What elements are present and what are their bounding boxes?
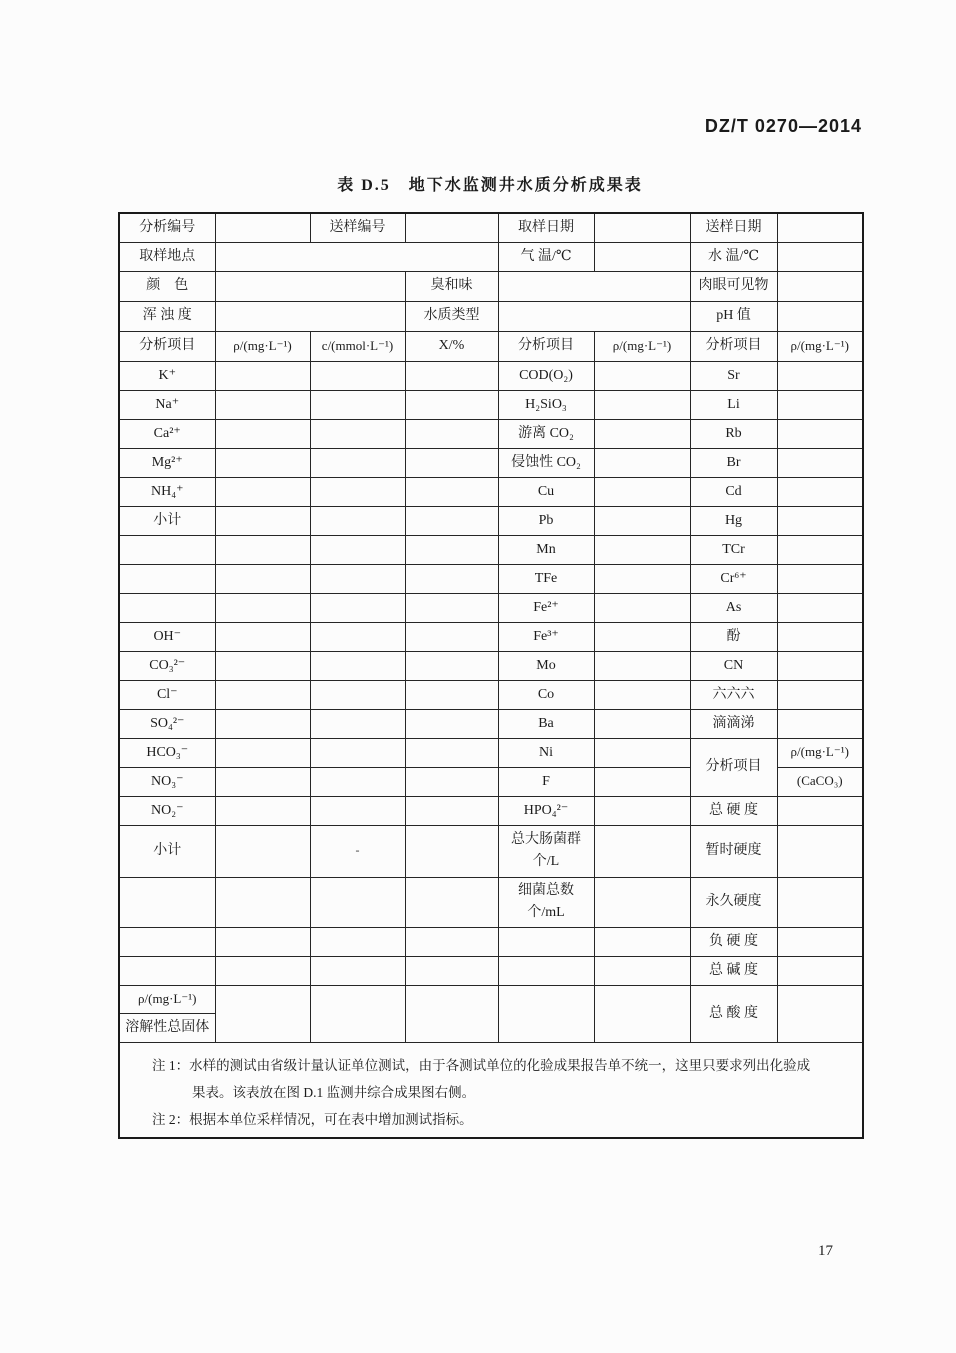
param-label-cell: Sr bbox=[690, 361, 777, 390]
ion-row bbox=[119, 622, 863, 651]
value-cell bbox=[405, 796, 498, 825]
value-cell bbox=[777, 419, 863, 448]
value-cell bbox=[405, 767, 498, 796]
param-label-cell: 滴滴涕 bbox=[690, 709, 777, 738]
param-label-cell: 总 硬 度 bbox=[690, 796, 777, 825]
value-cell bbox=[405, 477, 498, 506]
value-cell bbox=[215, 361, 310, 390]
value-cell bbox=[594, 361, 690, 390]
table-row bbox=[119, 956, 863, 985]
ion-row bbox=[119, 564, 863, 593]
value-cell bbox=[310, 956, 405, 985]
value-cell bbox=[310, 506, 405, 535]
value-cell bbox=[119, 877, 215, 927]
table-title: 表 D.5 地下水监测井水质分析成果表 bbox=[337, 177, 643, 194]
value-cell bbox=[777, 651, 863, 680]
value-cell bbox=[119, 927, 215, 956]
value-cell bbox=[594, 477, 690, 506]
mass-concentration-unit-header: ρ/(mg·L⁻¹) bbox=[594, 331, 690, 361]
value-cell bbox=[405, 213, 498, 242]
value-cell bbox=[777, 709, 863, 738]
ion-label-cell: NO₃⁻ bbox=[119, 767, 215, 796]
value-cell bbox=[405, 361, 498, 390]
value-cell bbox=[215, 622, 310, 651]
value-cell bbox=[310, 877, 405, 927]
ion-label-cell: SO₄²⁻ bbox=[119, 709, 215, 738]
water-temp-label: 水 温/℃ bbox=[690, 242, 777, 271]
sampling-site-label: 取样地点 bbox=[119, 242, 215, 271]
ion-row bbox=[119, 419, 863, 448]
value-cell bbox=[594, 796, 690, 825]
ion-label-cell: NH₄⁺ bbox=[119, 477, 215, 506]
value-cell bbox=[119, 593, 215, 622]
value-cell bbox=[310, 680, 405, 709]
value-cell bbox=[777, 877, 863, 927]
value-cell bbox=[405, 956, 498, 985]
value-cell bbox=[594, 877, 690, 927]
water-quality-analysis-table bbox=[118, 212, 864, 1139]
sampling-date-label: 取样日期 bbox=[498, 213, 594, 242]
ion-row bbox=[119, 593, 863, 622]
ion-row bbox=[119, 506, 863, 535]
param-label-cell: H₂SiO₃ bbox=[498, 390, 594, 419]
value-cell bbox=[594, 680, 690, 709]
note-1-line-1: 注 1：水样的测试由省级计量认证单位测试，由于各测试单位的化验成果报告单不统一，这里只要求列出化验成 bbox=[152, 1057, 811, 1073]
tds-label-cell: 溶解性总固体 bbox=[119, 1013, 215, 1042]
value-cell bbox=[405, 593, 498, 622]
ion-label-cell: K⁺ bbox=[119, 361, 215, 390]
ion-label-cell: HCO₃⁻ bbox=[119, 738, 215, 767]
info-row bbox=[119, 301, 863, 331]
ion-label-cell: OH⁻ bbox=[119, 622, 215, 651]
ion-label-cell: Na⁺ bbox=[119, 390, 215, 419]
tds-unit-cell: ρ/(mg·L⁻¹) bbox=[119, 985, 215, 1013]
value-cell bbox=[310, 419, 405, 448]
ion-label-cell: Cl⁻ bbox=[119, 680, 215, 709]
param-label-cell: 暂时硬度 bbox=[690, 825, 777, 877]
value-cell bbox=[310, 767, 405, 796]
ion-row bbox=[119, 361, 863, 390]
value-cell bbox=[119, 535, 215, 564]
value-cell bbox=[777, 956, 863, 985]
param-label-cell: 负 硬 度 bbox=[690, 927, 777, 956]
value-cell bbox=[777, 271, 863, 301]
param-label-cell: Mn bbox=[498, 535, 594, 564]
param-label-cell: Cd bbox=[690, 477, 777, 506]
value-cell bbox=[777, 213, 863, 242]
param-label-cell: 总 酸 度 bbox=[690, 985, 777, 1042]
value-cell bbox=[777, 593, 863, 622]
value-cell bbox=[119, 956, 215, 985]
param-label-cell: Pb bbox=[498, 506, 594, 535]
value-cell bbox=[594, 390, 690, 419]
value-cell bbox=[594, 564, 690, 593]
ion-row bbox=[119, 651, 863, 680]
ion-row bbox=[119, 709, 863, 738]
value-cell bbox=[405, 825, 498, 877]
param-label-cell: 六六六 bbox=[690, 680, 777, 709]
value-cell bbox=[310, 738, 405, 767]
value-cell bbox=[405, 506, 498, 535]
ion-label-cell: Mg²⁺ bbox=[119, 448, 215, 477]
param-label-cell: Ba bbox=[498, 709, 594, 738]
value-cell bbox=[215, 651, 310, 680]
analysis-no-label: 分析编号 bbox=[119, 213, 215, 242]
ion-row bbox=[119, 390, 863, 419]
value-cell bbox=[594, 448, 690, 477]
param-label-cell: Rb bbox=[690, 419, 777, 448]
value-cell bbox=[215, 535, 310, 564]
info-row bbox=[119, 242, 863, 271]
ion-row bbox=[119, 448, 863, 477]
analysis-item-header: 分析项目 bbox=[119, 331, 215, 361]
value-cell bbox=[310, 564, 405, 593]
value-cell bbox=[777, 242, 863, 271]
ion-row bbox=[119, 535, 863, 564]
value-cell bbox=[777, 448, 863, 477]
lower-section bbox=[119, 738, 863, 1138]
visible-matter-label: 肉眼可见物 bbox=[690, 271, 777, 301]
param-label-cell: HPO₄²⁻ bbox=[498, 796, 594, 825]
value-cell bbox=[310, 985, 405, 1042]
value-cell bbox=[498, 271, 690, 301]
value-cell bbox=[777, 796, 863, 825]
value-cell bbox=[594, 651, 690, 680]
value-cell bbox=[777, 477, 863, 506]
value-cell bbox=[310, 390, 405, 419]
value-cell bbox=[777, 927, 863, 956]
value-cell bbox=[310, 622, 405, 651]
value-cell bbox=[777, 564, 863, 593]
value-cell bbox=[777, 361, 863, 390]
value-cell bbox=[405, 877, 498, 927]
scan-artifact-dash: - bbox=[355, 843, 360, 858]
value-cell bbox=[215, 680, 310, 709]
value-cell bbox=[498, 956, 594, 985]
value-cell bbox=[310, 593, 405, 622]
value-cell bbox=[310, 927, 405, 956]
value-cell bbox=[215, 448, 310, 477]
table-row bbox=[119, 985, 863, 1013]
value-cell bbox=[498, 927, 594, 956]
ion-row bbox=[119, 680, 863, 709]
value-cell bbox=[310, 709, 405, 738]
ion-label-cell: CO₃²⁻ bbox=[119, 651, 215, 680]
value-cell bbox=[310, 651, 405, 680]
subtotal-label-cell: 小计 bbox=[119, 825, 215, 877]
value-cell bbox=[215, 825, 310, 877]
param-label-cell: Co bbox=[498, 680, 594, 709]
info-row bbox=[119, 271, 863, 301]
note-1-line-2: 果表。该表放在图 D.1 监测井综合成果图右侧。 bbox=[192, 1084, 476, 1100]
param-label-cell: Fe²⁺ bbox=[498, 593, 594, 622]
notes-cell bbox=[119, 1042, 863, 1138]
param-label-cell: COD(O₂) bbox=[498, 361, 594, 390]
value-cell bbox=[310, 448, 405, 477]
molar-concentration-unit-header: c/(mmol·L⁻¹) bbox=[310, 331, 405, 361]
mass-concentration-unit-header: ρ/(mg·L⁻¹) bbox=[777, 331, 863, 361]
value-cell bbox=[310, 825, 405, 877]
param-label-cell: 侵蚀性 CO₂ bbox=[498, 448, 594, 477]
param-label-cell: Ni bbox=[498, 738, 594, 767]
value-cell bbox=[405, 419, 498, 448]
param-label-line: 总大肠菌群 bbox=[511, 832, 581, 847]
ion-label-cell: Ca²⁺ bbox=[119, 419, 215, 448]
param-label-cell: 酚 bbox=[690, 622, 777, 651]
value-cell bbox=[594, 825, 690, 877]
value-cell bbox=[498, 301, 690, 331]
param-label-cell: CN bbox=[690, 651, 777, 680]
value-cell bbox=[594, 506, 690, 535]
value-cell bbox=[777, 390, 863, 419]
value-cell bbox=[594, 622, 690, 651]
value-cell bbox=[215, 419, 310, 448]
value-cell bbox=[405, 651, 498, 680]
value-cell bbox=[119, 564, 215, 593]
notes-row bbox=[119, 1042, 863, 1138]
value-cell bbox=[215, 242, 498, 271]
analysis-item-subheader: 分析项目 bbox=[690, 738, 777, 796]
analysis-item-header: 分析项目 bbox=[690, 331, 777, 361]
param-label-cell: 永久硬度 bbox=[690, 877, 777, 927]
page-number: 17 bbox=[818, 1243, 833, 1259]
value-cell bbox=[215, 927, 310, 956]
value-cell bbox=[215, 985, 310, 1042]
param-label-cell: Hg bbox=[690, 506, 777, 535]
param-label-cell bbox=[498, 877, 594, 927]
value-cell bbox=[594, 213, 690, 242]
value-cell bbox=[405, 927, 498, 956]
value-cell bbox=[310, 477, 405, 506]
ion-label-cell: 小计 bbox=[119, 506, 215, 535]
table-row bbox=[119, 825, 863, 877]
table-row bbox=[119, 738, 863, 767]
value-cell bbox=[215, 271, 405, 301]
value-cell bbox=[405, 680, 498, 709]
value-cell bbox=[405, 390, 498, 419]
value-cell bbox=[777, 301, 863, 331]
ion-rows-section bbox=[119, 361, 863, 738]
value-cell bbox=[405, 448, 498, 477]
ion-label-cell: NO₂⁻ bbox=[119, 796, 215, 825]
param-label-cell: Cr⁶⁺ bbox=[690, 564, 777, 593]
value-cell bbox=[405, 564, 498, 593]
value-cell bbox=[310, 796, 405, 825]
value-cell bbox=[215, 477, 310, 506]
odor-label: 臭和味 bbox=[405, 271, 498, 301]
value-cell bbox=[594, 927, 690, 956]
value-cell bbox=[777, 622, 863, 651]
table-row bbox=[119, 796, 863, 825]
value-cell bbox=[594, 593, 690, 622]
mass-concentration-unit-header: ρ/(mg·L⁻¹) bbox=[215, 331, 310, 361]
value-cell bbox=[215, 709, 310, 738]
param-label-cell: F bbox=[498, 767, 594, 796]
param-label-cell: TCr bbox=[690, 535, 777, 564]
value-cell bbox=[215, 564, 310, 593]
value-cell bbox=[215, 213, 310, 242]
air-temp-label: 气 温/℃ bbox=[498, 242, 594, 271]
value-cell bbox=[498, 985, 594, 1042]
sample-send-no-label: 送样编号 bbox=[310, 213, 405, 242]
param-label-cell: 总 碱 度 bbox=[690, 956, 777, 985]
value-cell bbox=[777, 506, 863, 535]
param-label-cell: Mo bbox=[498, 651, 594, 680]
param-label-cell: TFe bbox=[498, 564, 594, 593]
turbidity-label: 浑 浊 度 bbox=[119, 301, 215, 331]
value-cell bbox=[405, 535, 498, 564]
info-section bbox=[119, 213, 863, 361]
value-cell bbox=[594, 738, 690, 767]
value-cell bbox=[215, 767, 310, 796]
param-label-cell: Li bbox=[690, 390, 777, 419]
value-cell bbox=[405, 985, 498, 1042]
param-unit-line: 个/mL bbox=[527, 905, 565, 920]
param-label-cell bbox=[498, 825, 594, 877]
value-cell bbox=[777, 825, 863, 877]
value-cell bbox=[215, 390, 310, 419]
column-header-row bbox=[119, 331, 863, 361]
value-cell bbox=[594, 535, 690, 564]
param-label-line: 细菌总数 bbox=[518, 883, 574, 898]
send-date-label: 送样日期 bbox=[690, 213, 777, 242]
value-cell bbox=[405, 622, 498, 651]
unit-cell: (CaCO₃) bbox=[777, 767, 863, 796]
value-cell bbox=[215, 956, 310, 985]
table-row bbox=[119, 877, 863, 927]
ion-row bbox=[119, 477, 863, 506]
value-cell bbox=[215, 301, 405, 331]
value-cell bbox=[594, 767, 690, 796]
value-cell bbox=[777, 680, 863, 709]
ph-label: pH 值 bbox=[690, 301, 777, 331]
unit-cell: ρ/(mg·L⁻¹) bbox=[777, 738, 863, 767]
note-2: 注 2：根据本单位采样情况，可在表中增加测试指标。 bbox=[152, 1111, 473, 1127]
analysis-item-header: 分析项目 bbox=[498, 331, 594, 361]
value-cell bbox=[594, 956, 690, 985]
water-type-label: 水质类型 bbox=[405, 301, 498, 331]
param-unit-line: 个/L bbox=[532, 854, 560, 869]
value-cell bbox=[215, 877, 310, 927]
value-cell bbox=[777, 535, 863, 564]
param-label-cell: As bbox=[690, 593, 777, 622]
param-label-cell: Br bbox=[690, 448, 777, 477]
value-cell bbox=[594, 709, 690, 738]
value-cell bbox=[594, 242, 690, 271]
param-label-cell: Cu bbox=[498, 477, 594, 506]
param-label-cell: 游离 CO₂ bbox=[498, 419, 594, 448]
color-label: 颜 色 bbox=[119, 271, 215, 301]
standard-number: DZ/T 0270—2014 bbox=[704, 116, 862, 136]
value-cell bbox=[310, 361, 405, 390]
value-cell bbox=[215, 506, 310, 535]
value-cell bbox=[594, 419, 690, 448]
value-cell bbox=[777, 985, 863, 1042]
value-cell bbox=[215, 593, 310, 622]
value-cell bbox=[405, 738, 498, 767]
percent-header: X/% bbox=[405, 331, 498, 361]
value-cell bbox=[215, 738, 310, 767]
value-cell bbox=[594, 985, 690, 1042]
table-row bbox=[119, 927, 863, 956]
param-label-cell: Fe³⁺ bbox=[498, 622, 594, 651]
value-cell bbox=[310, 535, 405, 564]
value-cell bbox=[405, 709, 498, 738]
info-row bbox=[119, 213, 863, 242]
value-cell bbox=[215, 796, 310, 825]
